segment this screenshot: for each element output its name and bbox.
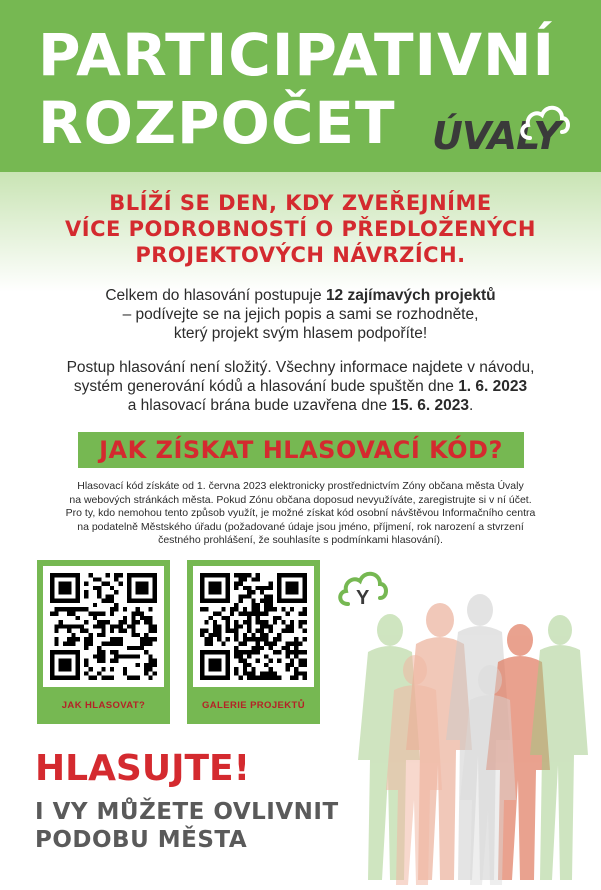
y-cloud-icon [340, 574, 386, 609]
instructions [40, 480, 561, 548]
instructions-line-4: na podatelně Městského úřadu (požadované údaje jsou jméno, příjmení, rok narození a stvrzení [77, 520, 524, 533]
voting-code-banner: JAK ZÍSKAT HLASOVACÍ KÓD? [78, 432, 524, 468]
instructions-line-2: na webových stránkách města. Pokud Zónu občana doposud nevyužíváte, zaregistrujte si v ní účet. [69, 493, 532, 506]
procedure-text-f: . [468, 397, 474, 414]
headline-line-1: BLÍŽÍ SE DEN, KDY ZVEŘEJNÍME [109, 191, 492, 215]
title-line-2: ROZPOČET [38, 89, 396, 157]
intro-text-a: Celkem do hlasování postupuje [105, 287, 326, 304]
svg-text:Y: Y [356, 587, 370, 609]
procedure-text-b: systém generování kódů a hlasování bude spuštěn dne [73, 378, 459, 395]
cloud-icon [516, 98, 572, 146]
qr-label-project-gallery[interactable]: GALERIE PROJEKTŮ [202, 700, 305, 711]
vote-call: HLASUJTE! [35, 748, 251, 789]
people-illustration [330, 560, 595, 890]
end-date: 15. 6. 2023 [391, 397, 469, 414]
qr-code-how-to-vote[interactable] [43, 566, 164, 687]
headline [0, 190, 601, 268]
instructions-line-5: čestného prohlášení, že souhlasíte s podmínkami hlasování). [158, 534, 443, 546]
logo-text: ÚVALY [432, 114, 560, 158]
qr-card-project-gallery[interactable] [187, 560, 320, 724]
intro-text-c: – podívejte se na jejich popis a sami se rozhodněte, [122, 306, 479, 323]
procedure-paragraph [20, 358, 581, 415]
slogan-line-2: PODOBU MĚSTA [35, 827, 248, 853]
title-line-1: PARTICIPATIVNÍ [38, 21, 556, 89]
qr-card-how-to-vote[interactable] [37, 560, 170, 724]
slogan-line-1: I VY MŮŽETE OVLIVNIT [35, 799, 339, 825]
procedure-text-a: Postup hlasování není složitý. Všechny informace najdete v návodu, [66, 359, 535, 376]
instructions-line-3: Pro ty, kdo nemohou tento způsob využít, je možné získat kód osobní návštěvou Informačního centra [65, 507, 536, 519]
qr-code-project-gallery[interactable] [193, 566, 314, 687]
procedure-text-d: a hlasovací brána bude uzavřena dne [127, 397, 392, 414]
slogan [35, 798, 339, 854]
header-band [0, 0, 601, 172]
intro-text-d: který projekt svým hlasem podpoříte! [173, 325, 428, 342]
instructions-line-1: Hlasovací kód získáte od 1. června 2023 elektronicky prostřednictvím Zóny občana města Úvaly [77, 480, 524, 492]
intro-paragraph [20, 286, 581, 343]
intro-projects-count: 12 zajímavých projektů [325, 287, 496, 304]
uvaly-logo [432, 98, 572, 158]
headline-line-3: PROJEKTOVÝCH NÁVRZÍCH. [135, 243, 466, 267]
headline-line-2: VÍCE PODROBNOSTÍ O PŘEDLOŽENÝCH [65, 217, 536, 241]
qr-label-how-to-vote[interactable]: JAK HLASOVAT? [61, 700, 146, 711]
start-date: 1. 6. 2023 [458, 378, 528, 395]
